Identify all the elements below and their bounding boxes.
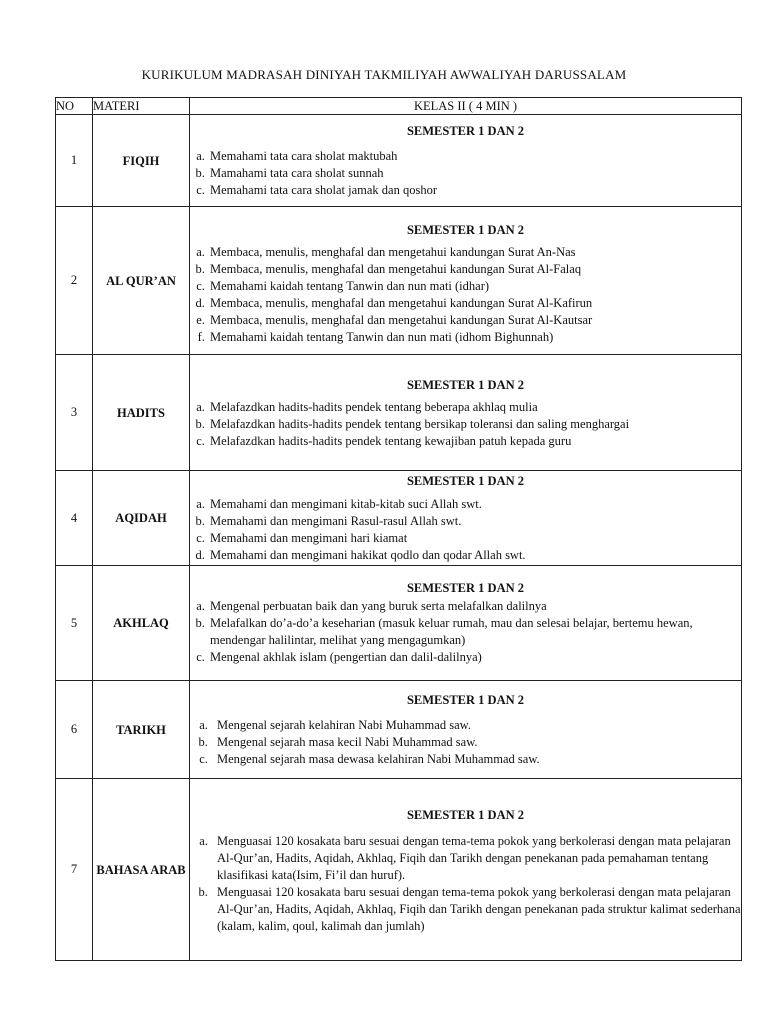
semester-label: SEMESTER 1 DAN 2 (406, 474, 525, 488)
list-item: a. Mengenal perbuatan baik dan yang buruk serta melafalkan dalilnya (208, 598, 741, 615)
list-item: d. Membaca, menulis, menghafal dan mengetahui kandungan Surat Al-Kafirun (208, 295, 741, 312)
subject-content (190, 681, 742, 779)
objective-list (190, 148, 741, 199)
header-kelas: KELAS II ( 4 MIN ) (190, 98, 742, 115)
header-materi: MATERI (93, 98, 190, 115)
objective-list (190, 244, 741, 346)
list-item: a. Menguasai 120 kosakata baru sesuai dengan tema-tema pokok yang berkolerasi dengan mata pelajaran Al-Qur’an, Hadits, Aqidah, Akhlaq, Fiqih dan Tarikh dengan penekanan pada pemahaman tentang klasifikasi kata(Isim, Fi’il dan huruf). (211, 833, 741, 884)
subject-content (190, 115, 742, 207)
row-number: 4 (56, 471, 93, 566)
list-item: b. Mamahami tata cara sholat sunnah (208, 165, 741, 182)
subject-content (190, 207, 742, 355)
list-item: d. Memahami dan mengimani hakikat qodlo dan qodar Allah swt. (208, 547, 741, 564)
list-item: c. Mengenal sejarah masa dewasa kelahiran Nabi Muhammad saw. (211, 751, 741, 768)
semester-label: SEMESTER 1 DAN 2 (406, 378, 525, 392)
semester-label: SEMESTER 1 DAN 2 (406, 123, 525, 138)
header-no: NO (56, 98, 93, 115)
semester-label: SEMESTER 1 DAN 2 (406, 581, 525, 595)
list-item: a. Melafazdkan hadits-hadits pendek tentang beberapa akhlaq mulia (208, 399, 741, 416)
list-item: c. Memahami tata cara sholat jamak dan qoshor (208, 182, 741, 199)
list-item: b. Menguasai 120 kosakata baru sesuai dengan tema-tema pokok yang berkolerasi dengan mata pelajaran Al-Qur’an, Hadits, Aqidah, Akhlaq, Fiqih dan Tarikh dengan penekanan pada struktur kalimat sederhana (kalam, kalim, qoul, kalimah dan jumlah) (211, 884, 741, 935)
subject-content (190, 355, 742, 471)
table-row (56, 779, 742, 961)
subject-name: HADITS (93, 355, 190, 471)
list-item: c. Memahami kaidah tentang Tanwin dan nun mati (idhar) (208, 278, 741, 295)
table-row (56, 207, 742, 355)
table-row (56, 115, 742, 207)
list-item: a. Mengenal sejarah kelahiran Nabi Muhammad saw. (211, 717, 741, 734)
table-row (56, 471, 742, 566)
table-row (56, 355, 742, 471)
subject-name: BAHASA ARAB (93, 779, 190, 961)
semester-label: SEMESTER 1 DAN 2 (406, 807, 525, 822)
table-row (56, 566, 742, 681)
subject-name: AQIDAH (93, 471, 190, 566)
row-number: 6 (56, 681, 93, 779)
row-number: 2 (56, 207, 93, 355)
subject-name: AL QUR’AN (93, 207, 190, 355)
objective-list (190, 399, 741, 450)
table-header-row (56, 98, 742, 115)
semester-label: SEMESTER 1 DAN 2 (406, 223, 525, 237)
list-item: c. Memahami dan mengimani hari kiamat (208, 530, 741, 547)
list-item: a. Memahami tata cara sholat maktubah (208, 148, 741, 165)
objective-list (190, 598, 741, 666)
list-item: c. Melafazdkan hadits-hadits pendek tentang kewajiban patuh kepada guru (208, 433, 741, 450)
list-item: b. Mengenal sejarah masa kecil Nabi Muhammad saw. (211, 734, 741, 751)
list-item: b. Memahami dan mengimani Rasul-rasul Allah swt. (208, 513, 741, 530)
semester-label: SEMESTER 1 DAN 2 (406, 693, 525, 707)
list-item: b. Melafazdkan hadits-hadits pendek tentang bersikap toleransi dan saling menghargai (208, 416, 741, 433)
document-title: KURIKULUM MADRASAH DINIYAH TAKMILIYAH AWWALIYAH DARUSSALAM (141, 67, 627, 82)
row-number: 5 (56, 566, 93, 681)
subject-name: AKHLAQ (93, 566, 190, 681)
list-item: b. Melafalkan do’a-do’a keseharian (masuk keluar rumah, mau dan selesai belajar, bertemu hewan, mendengar halilintar, melihat yang mengagumkan) (208, 615, 741, 649)
row-number: 7 (56, 779, 93, 961)
subject-content (190, 471, 742, 566)
list-item: a. Membaca, menulis, menghafal dan mengetahui kandungan Surat An-Nas (208, 244, 741, 261)
subject-content (190, 779, 742, 961)
list-item: c. Mengenal akhlak islam (pengertian dan dalil-dalilnya) (208, 649, 741, 666)
list-item: a. Memahami dan mengimani kitab-kitab suci Allah swt. (208, 496, 741, 513)
subject-name: TARIKH (93, 681, 190, 779)
objective-list (190, 717, 741, 768)
objective-list (190, 496, 741, 564)
table-row (56, 681, 742, 779)
row-number: 3 (56, 355, 93, 471)
list-item: f. Memahami kaidah tentang Tanwin dan nun mati (idhom Bighunnah) (208, 329, 741, 346)
curriculum-table (55, 97, 742, 961)
subject-name: FIQIH (93, 115, 190, 207)
objective-list (190, 833, 741, 935)
row-number: 1 (56, 115, 93, 207)
list-item: e. Membaca, menulis, menghafal dan mengetahui kandungan Surat Al-Kautsar (208, 312, 741, 329)
subject-content (190, 566, 742, 681)
list-item: b. Membaca, menulis, menghafal dan mengetahui kandungan Surat Al-Falaq (208, 261, 741, 278)
